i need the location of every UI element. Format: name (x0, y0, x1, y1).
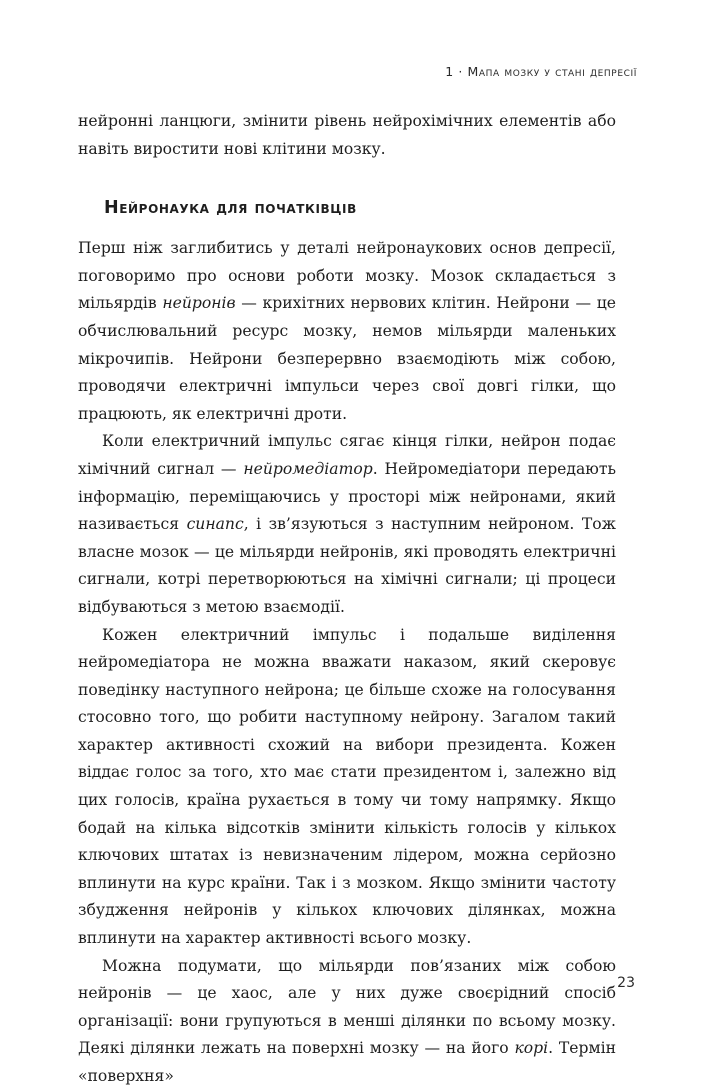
paragraph-4-text-b: . Термін «поверхня» (78, 1039, 616, 1085)
paragraph-2-italic-term-2: синапс (186, 515, 244, 534)
paragraph-2 (78, 428, 616, 621)
paragraph-4-italic-term: корі (514, 1039, 549, 1058)
paragraph-4 (78, 953, 616, 1091)
paragraph-2-italic-term-1: нейромедіатор (243, 459, 373, 478)
paragraph-2-text-c: , і зв’язуються з наступним нейроном. Тож власне мозок — це мільярди нейронів, які проводять електричні сигнали, котрі перетворюються на хімічні сигнали; ці процеси відбуваються з метою взаємодії. (78, 515, 616, 616)
paragraph-1 (78, 235, 616, 428)
paragraph-4-text-a: Можна подумати, що мільярди пов’язаних між собою нейронів — це хаос, але у них дуже своєрідний спосіб організації: вони групуються в менші ділянки по всьому мозку. Деякі ділянки лежать на поверхні мозку — на його (78, 956, 616, 1058)
lead-paragraph: нейронні ланцюги, змінити рівень нейрохімічних елементів або навіть виростити нові клітини мозку. (78, 112, 616, 158)
page-body (78, 108, 616, 1091)
paragraph-1-text-a: Перш ніж заглибитись у деталі нейронаукових основ депресії, поговоримо про основи роботи мозку. Мозок складається з мільярдів (78, 239, 616, 313)
page-number: 23 (617, 975, 635, 991)
paragraph-2-text-b: . Нейромедіатори передають інформацію, переміщаючись у просторі між нейронами, який називається (78, 459, 616, 534)
paragraph-1-text-b: — крихітних нервових клітин. Нейрони — це обчислювальний ресурс мозку, немов мільярди маленьких мікрочипів. Нейрони безперервно взаємодіють між собою, проводячи електричні імпульси через свої довгі гілки, що працюють, як електричні дроти. (78, 294, 616, 423)
running-head: 1 · Мапа мозку у стані депресії (445, 64, 637, 79)
paragraph-2-text-a: Коли електричний імпульс сягає кінця гілки, нейрон подає хімічний сигнал — (78, 432, 616, 478)
section-title: Нейронаука для початківців (104, 198, 357, 219)
paragraph-3: Кожен електричний імпульс і подальше виділення нейромедіатора не можна вважати наказом, який скеровує поведінку наступного нейрона; це більше схоже на голосування стосовно того, що робити наступному нейрону. Загалом такий характер активності схожий на вибори президента. Кожен віддає голос за того, хто має стати президентом і, залежно від цих голосів, країна рухається в тому чи тому напрямку. Якщо бодай на кілька відсотків змінити кількість голосів у кількох ключових штатах із невизначеним лідером, можна серйозно вплинути на курс країни. Так і з мозком. Якщо змінити частоту збудження нейронів у кількох ключових ділянках, можна вплинути на характер активності всього мозку. (78, 625, 616, 948)
paragraph-1-italic-term: нейронів (162, 294, 236, 313)
